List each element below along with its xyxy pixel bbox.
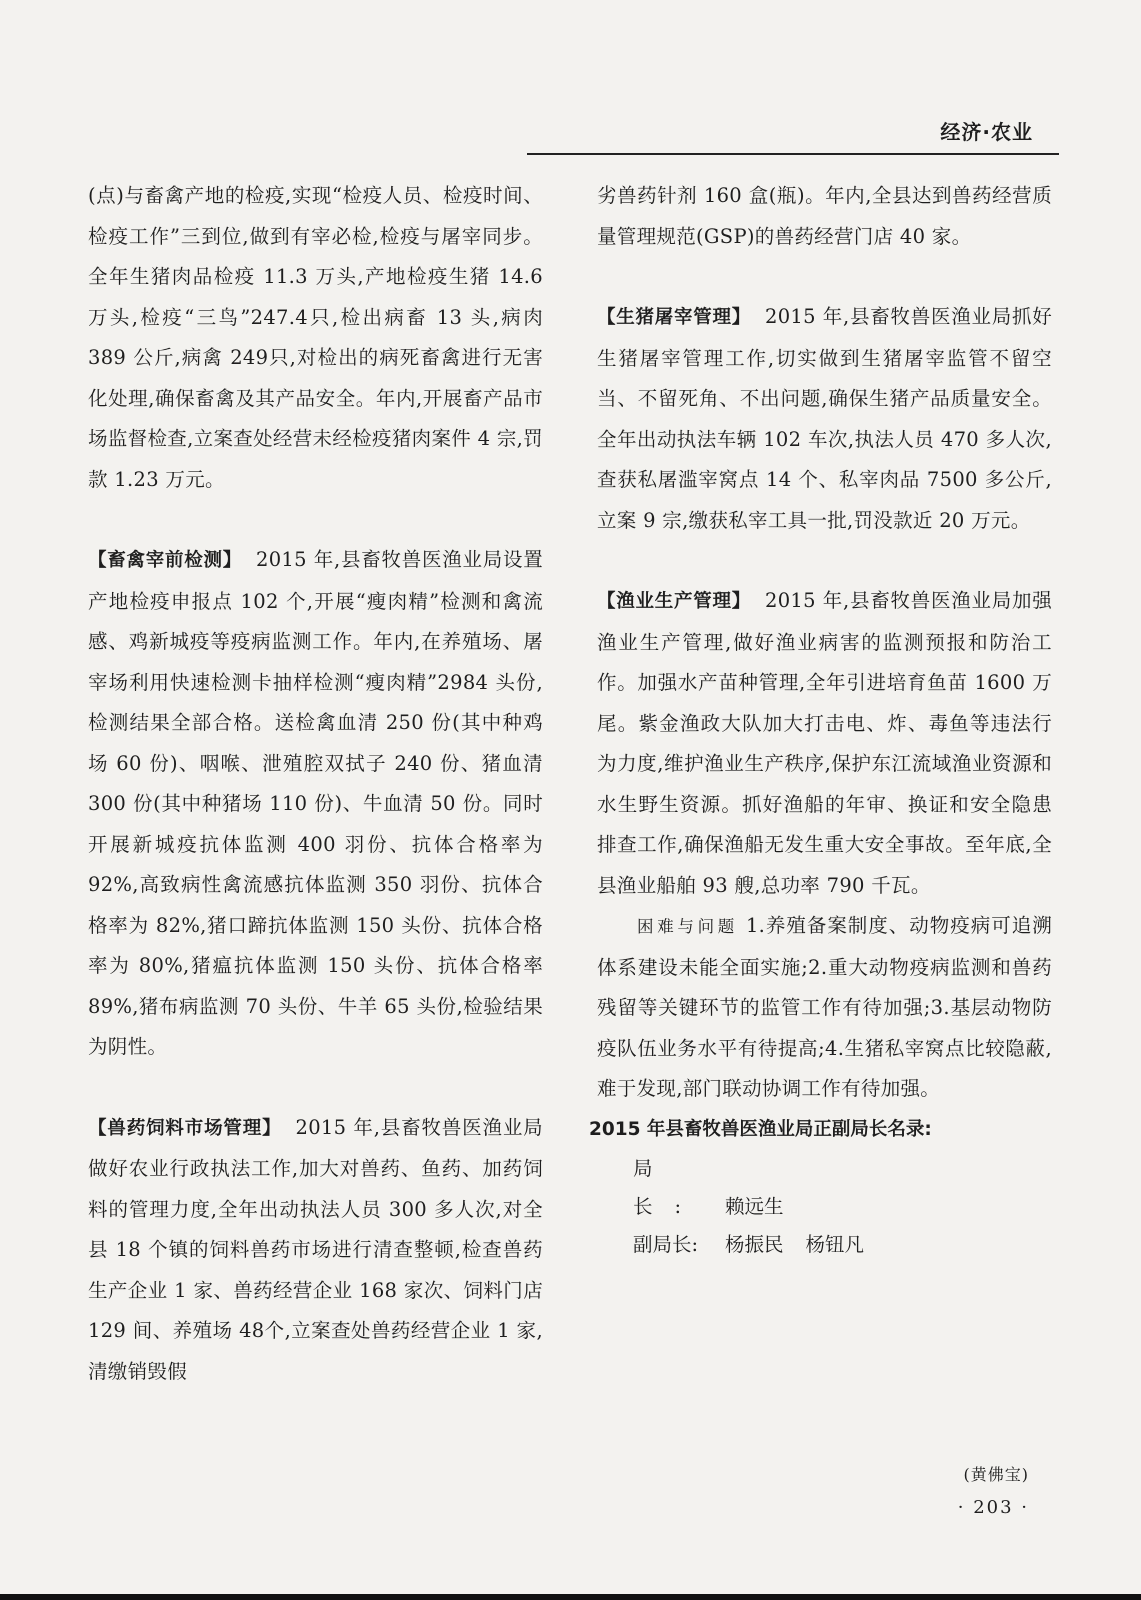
header-rule: [527, 153, 1059, 155]
officer-name: 赖远生: [725, 1195, 784, 1218]
paragraph-slaughter-management: [597, 297, 1052, 541]
issues-label: 困难与问题: [637, 917, 738, 936]
left-column: [88, 176, 543, 1392]
paragraph-gsp: 劣兽药针剂 160 盒(瓶)。年内,全县达到兽药经营质量管理规范(GSP)的兽药经营门店 40 家。: [597, 184, 1052, 248]
paragraph-issues: [597, 906, 1052, 1110]
paragraph-body: 2015 年,县畜牧兽医渔业局设置产地检疫申报点 102 个,开展“瘦肉精”检测和禽流感、鸡新城疫等疫病监测工作。年内,在养殖场、屠宰场利用快速检测卡抽样检测“瘦肉精”2984 头份,检测结果全部合格。送检禽血清 250 份(其中种鸡场 60 份)、咽喉、泄殖腔双拭子 240 份、猪血清 300 份(其中种猪场 110 份)、牛血清 50 份。同时开展新城疫抗体监测 400 羽份、抗体合格率为 92%,高致病性禽流感抗体监测 350 羽份、抗体合格率为 82%,猪口蹄抗体监测 150 头份、抗体合格率为 80%,猪瘟抗体监测 150 头份、抗体合格率 89%,猪布病监测 70 头份、牛羊 65 头份,检验结果为阴性。: [88, 548, 544, 1058]
paragraph-body: 2015 年,县畜牧兽医渔业局抓好生猪屠宰管理工作,切实做到生猪屠宰监管不留空当、不留死角、不出问题,确保生猪产品质量安全。全年出动执法车辆 102 车次,执法人员 470 多人次,查获私屠滥宰窝点 14 个、私宰肉品 7500 多公斤,立案 9 宗,缴获私宰工具一批,罚没款近 20 万元。: [597, 305, 1053, 532]
section-heading: 【渔业生产管理】: [597, 591, 751, 612]
scan-edge-bar: [0, 1594, 1141, 1600]
officer-role: 副局长:: [633, 1233, 699, 1256]
section-heading: 【生猪屠宰管理】: [597, 307, 751, 328]
paragraph-body: 1.养殖备案制度、动物疫病可追溯体系建设未能全面实施;2.重大动物疫病监测和兽药残留等关键环节的监管工作有待加强;3.基层动物防疫队伍业务水平有待提高;4.生猪私宰窝点比较隐蔽,难于发现,部门联动协调工作有待加强。: [597, 914, 1053, 1100]
officer-row-director: [597, 1150, 1052, 1226]
paragraph-body: 2015 年,县畜牧兽医渔业局加强渔业生产管理,做好渔业病害的监测预报和防治工作。加强水产苗种管理,全年引进培育鱼苗 1600 万尾。紫金渔政大队加大打击电、炸、毒鱼等违法行为力度,维护渔业生产秩序,保护东江流域渔业资源和水生野生资源。抓好渔船的年审、换证和安全隐患排查工作,确保渔船无发生重大安全事故。至年底,全县渔业船舶 93 艘,总功率 790 千瓦。: [597, 589, 1053, 897]
officer-name: 杨振民: [725, 1233, 784, 1256]
paragraph-feed-market: [88, 1108, 543, 1393]
author-credit: (黄佛宝): [963, 1465, 1029, 1484]
paragraph-fishery-management: [597, 581, 1052, 906]
officer-list-title: 2015 年县畜牧兽医渔业局正副局长名录:: [589, 1118, 932, 1140]
officer-name: 杨钮凡: [805, 1233, 865, 1256]
right-column: [589, 176, 1053, 1264]
officer-role: 局长:: [633, 1157, 704, 1218]
page-number: · 203 ·: [957, 1497, 1029, 1518]
section-heading: 【畜禽宰前检测】: [88, 550, 242, 571]
paragraph-preslaughter-testing: [88, 540, 543, 1068]
paragraph-quarantine: (点)与畜禽产地的检疫,实现“检疫人员、检疫时间、检疫工作”三到位,做到有宰必检,检疫与屠宰同步。全年生猪肉品检疫 11.3 万头,产地检疫生猪 14.6 万头,检疫“三鸟”247.4只,检出病畜 13 头,病肉 389 公斤,病禽 249只,对检出的病死畜禽进行无害化处理,确保畜禽及其产品安全。年内,开展畜产品市场监督检查,立案查处经营未经检疫猪肉案件 4 宗,罚款 1.23 万元。: [88, 184, 543, 491]
officer-row-deputy: [597, 1226, 1052, 1264]
section-heading: 【兽药饲料市场管理】: [88, 1117, 282, 1139]
section-header: 经济·农业: [940, 120, 1033, 144]
paragraph-body: 2015 年,县畜牧兽医渔业局做好农业行政执法工作,加大对兽药、鱼药、加药饲料的管理力度,全年出动执法人员 300 多人次,对全县 18 个镇的饲料兽药市场进行清查整顿,检查兽药生产企业 1 家、兽药经营企业 168 家次、饲料门店 129 间、养殖场 48个,立案查处兽药经营企业 1 家,清缴销毁假: [88, 1115, 543, 1383]
